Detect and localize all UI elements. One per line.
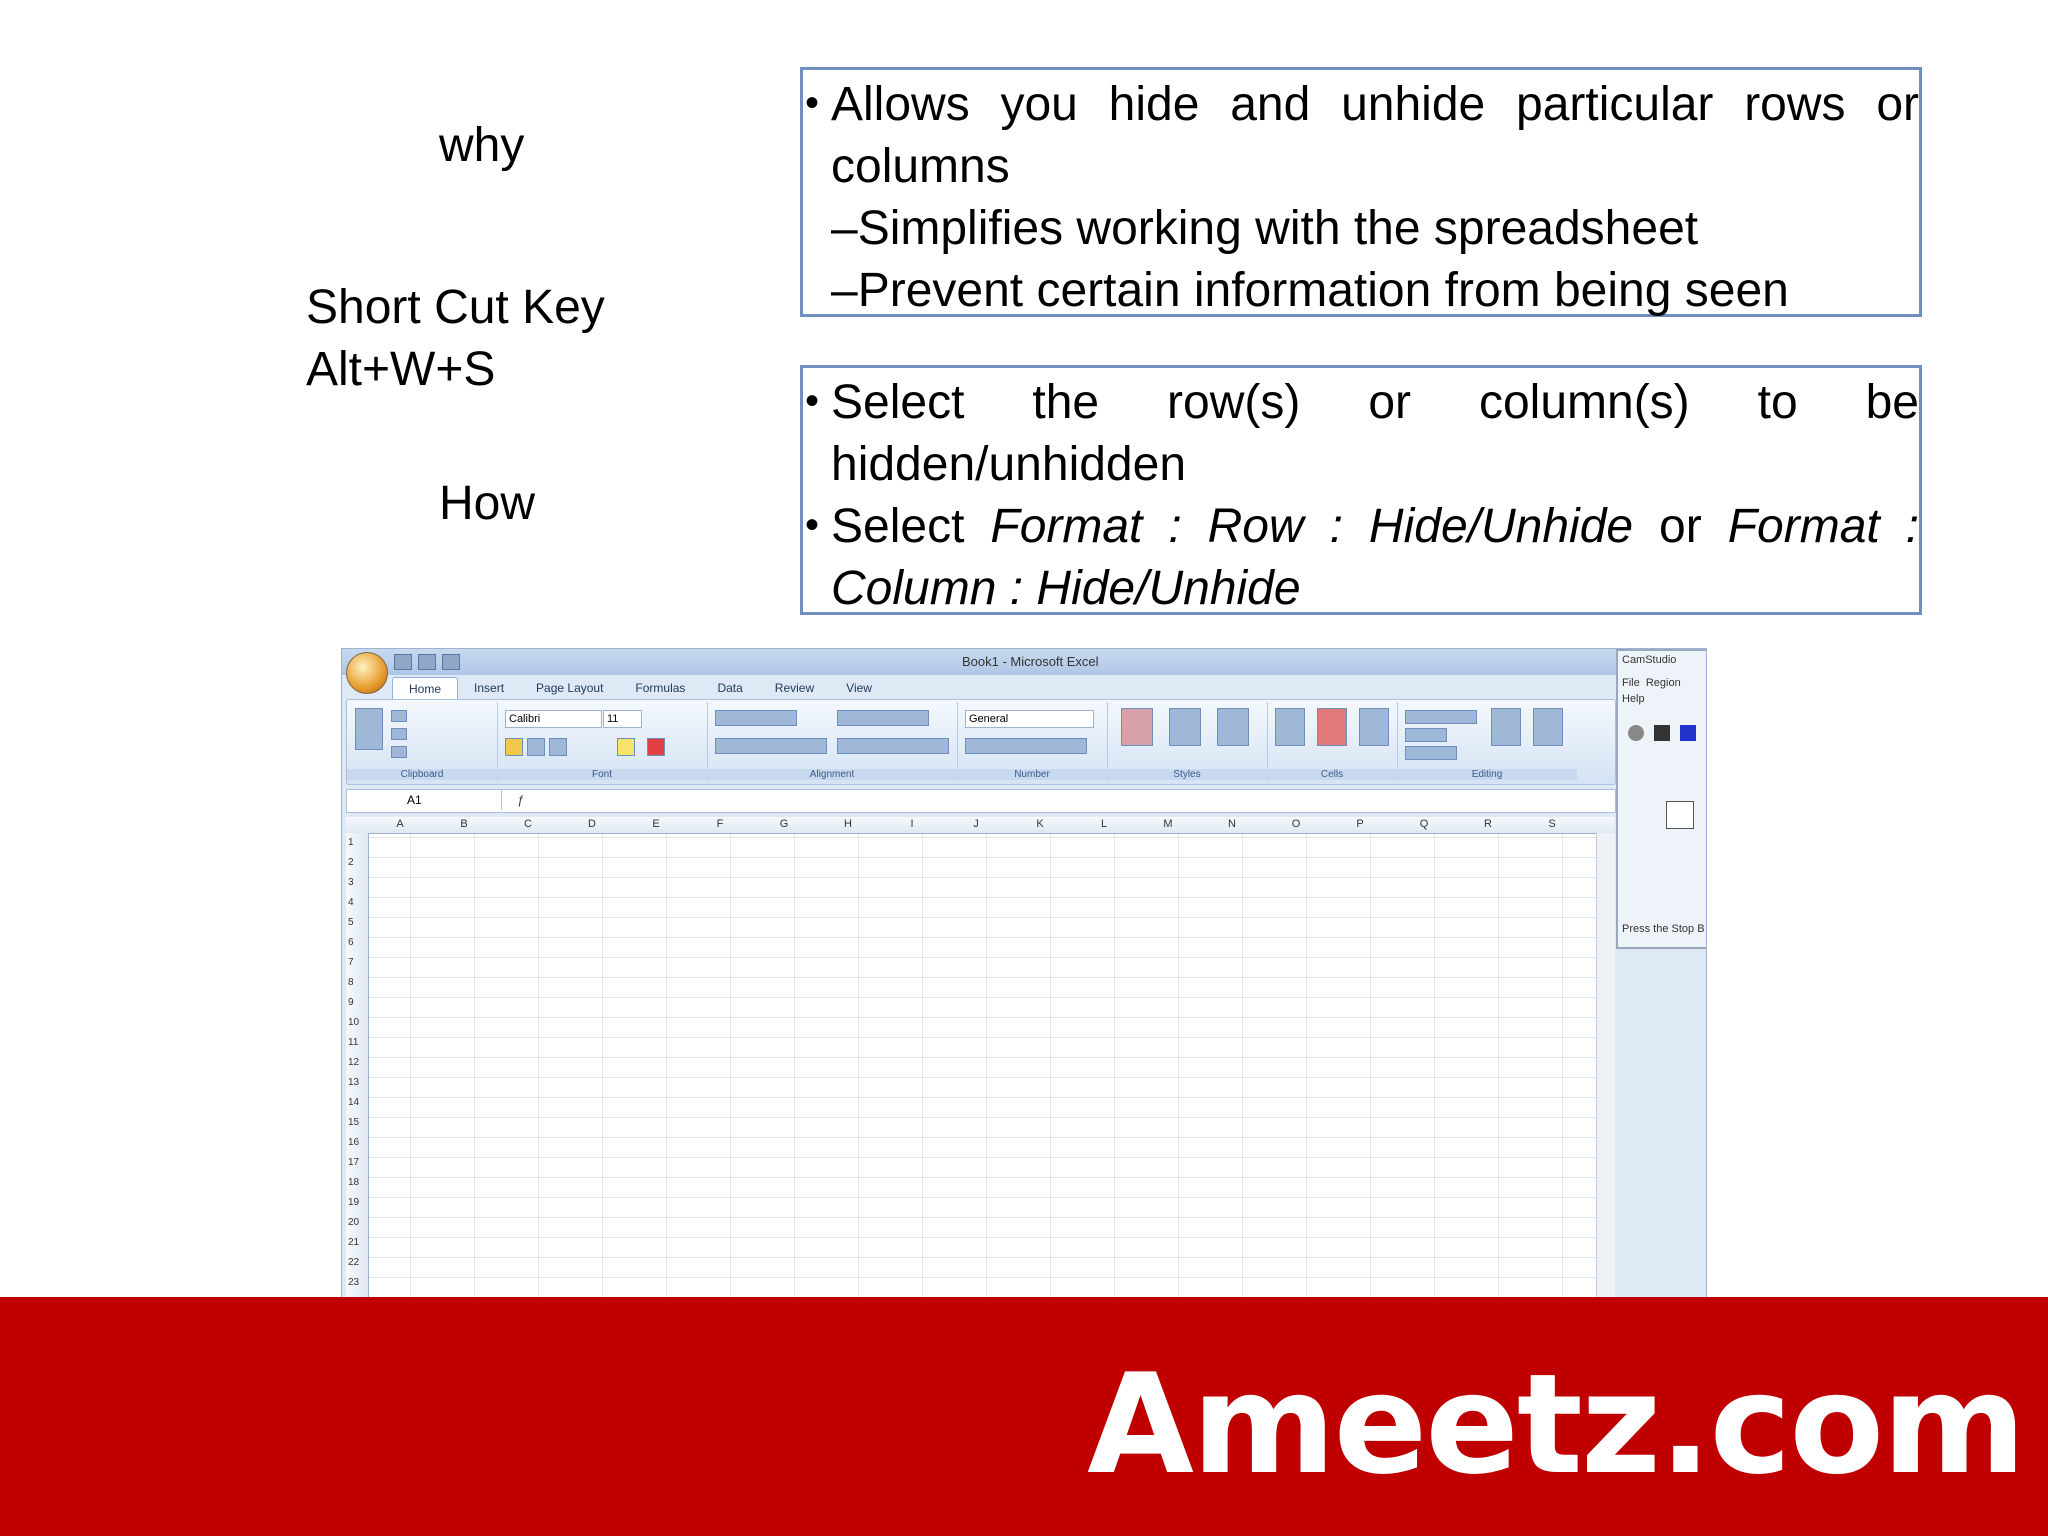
save-icon[interactable]	[394, 654, 412, 670]
column-headers	[346, 817, 1614, 834]
column-header[interactable]: D	[588, 818, 596, 830]
camstudio-menu[interactable]: File Region	[1622, 677, 1681, 689]
how-bullet-1	[803, 372, 1919, 496]
find-select-icon[interactable]	[1533, 708, 1563, 746]
how-bullet-2-path-column-start: Format :	[1727, 500, 1920, 553]
italic-icon[interactable]	[527, 738, 545, 756]
group-alignment	[707, 702, 958, 782]
column-header[interactable]: F	[716, 818, 724, 830]
shortcut-key-value: Alt+W+S	[306, 343, 496, 396]
row-header[interactable]: 7	[348, 957, 354, 968]
column-header[interactable]: E	[652, 818, 660, 830]
excel-window-title: Book1 - Microsoft Excel	[962, 654, 1099, 669]
excel-screenshot	[341, 648, 1707, 1358]
how-label: How	[439, 477, 536, 530]
paste-icon[interactable]	[355, 708, 383, 750]
group-label: Editing	[1397, 769, 1577, 780]
column-header[interactable]: S	[1548, 818, 1556, 830]
font-name-select[interactable]: Calibri	[505, 710, 602, 728]
why-bullet-1-line-2: columns	[831, 140, 1010, 193]
why-box	[800, 67, 1922, 317]
how-bullet-2-line-1	[831, 496, 1919, 558]
office-button-icon[interactable]	[346, 652, 388, 694]
tab-home[interactable]: Home	[392, 677, 458, 700]
row-header[interactable]: 19	[348, 1197, 360, 1208]
row-header[interactable]: 14	[348, 1097, 360, 1108]
format-painter-icon[interactable]	[391, 746, 407, 758]
record-icon[interactable]	[1628, 725, 1644, 741]
wrap-text-button[interactable]	[837, 710, 929, 726]
how-bullet-2-or: or	[1633, 500, 1728, 553]
how-bullet-2-line-2	[831, 558, 1919, 620]
group-font	[497, 702, 708, 782]
row-header[interactable]: 21	[348, 1237, 360, 1248]
how-bullet-2	[803, 496, 1919, 620]
ribbon	[346, 699, 1616, 785]
row-header[interactable]: 8	[348, 977, 354, 988]
column-header[interactable]: A	[396, 818, 404, 830]
clear-button[interactable]	[1405, 746, 1457, 760]
format-as-table-icon[interactable]	[1169, 708, 1201, 746]
group-editing	[1397, 702, 1577, 782]
vertical-align-icons[interactable]	[715, 710, 797, 726]
sort-filter-icon[interactable]	[1491, 708, 1521, 746]
row-header[interactable]: 11	[348, 1037, 359, 1048]
row-header[interactable]: 10	[348, 1017, 360, 1028]
row-header[interactable]: 15	[348, 1117, 360, 1128]
row-header[interactable]: 9	[348, 997, 354, 1008]
group-number	[957, 702, 1108, 782]
how-box	[800, 365, 1922, 615]
column-header[interactable]: P	[1356, 818, 1364, 830]
tab-data[interactable]: Data	[717, 681, 743, 695]
group-label: Number	[957, 769, 1107, 780]
fill-color-icon[interactable]	[617, 738, 635, 756]
tab-view[interactable]: View	[846, 681, 872, 695]
row-header[interactable]: 22	[348, 1257, 360, 1268]
camstudio-window	[1616, 649, 1707, 949]
row-header[interactable]: 20	[348, 1217, 360, 1228]
stop-icon[interactable]	[1654, 725, 1670, 741]
how-bullet-1-line-1: Select the row(s) or column(s) to be	[831, 376, 1919, 429]
number-format-icons[interactable]	[965, 738, 1087, 754]
how-bullet-2-prefix: Select	[831, 500, 991, 553]
group-label: Alignment	[707, 769, 957, 780]
row-header[interactable]: 4	[348, 897, 354, 908]
why-sub-1: –Simplifies working with the spreadsheet	[831, 202, 1699, 255]
camstudio-status: Press the Stop B	[1622, 923, 1705, 935]
undo-icon[interactable]	[418, 654, 436, 670]
number-format-select[interactable]: General	[965, 710, 1094, 728]
shortcut-key-label: Short Cut Key	[306, 281, 605, 334]
insert-cells-icon[interactable]	[1275, 708, 1305, 746]
why-bullet-1	[803, 74, 1919, 198]
row-header[interactable]: 6	[348, 937, 354, 948]
column-header[interactable]: J	[973, 818, 979, 830]
group-label: Clipboard	[347, 769, 497, 780]
vertical-scrollbar[interactable]	[1596, 833, 1615, 1335]
tab-formulas[interactable]: Formulas	[635, 681, 686, 695]
formula-bar	[346, 789, 1616, 813]
how-bullet-1-line-2: hidden/unhidden	[831, 438, 1187, 491]
column-header[interactable]: K	[1036, 818, 1044, 830]
row-header[interactable]: 16	[348, 1137, 360, 1148]
fill-button[interactable]	[1405, 728, 1447, 742]
group-styles	[1107, 702, 1268, 782]
tab-page-layout[interactable]: Page Layout	[536, 681, 604, 695]
row-header[interactable]: 13	[348, 1077, 360, 1088]
column-header[interactable]: I	[910, 818, 914, 830]
row-header[interactable]: 1	[348, 837, 354, 848]
tab-review[interactable]: Review	[774, 681, 815, 695]
group-label: Font	[497, 769, 707, 780]
column-header[interactable]: O	[1291, 818, 1301, 830]
copy-icon[interactable]	[391, 728, 407, 740]
brand-logo-text: Ameetz.com	[1087, 1344, 2024, 1505]
delete-cells-icon[interactable]	[1317, 708, 1347, 746]
function-icon[interactable]: ƒ	[517, 793, 524, 807]
horizontal-align-icons[interactable]	[715, 738, 827, 754]
autosum-button[interactable]	[1405, 710, 1477, 724]
column-header[interactable]: R	[1484, 818, 1492, 830]
merge-center-button[interactable]	[837, 738, 949, 754]
why-label: why	[439, 119, 525, 172]
row-header[interactable]: 2	[348, 857, 354, 868]
group-clipboard	[347, 702, 498, 782]
column-header[interactable]: M	[1163, 818, 1173, 830]
how-bullet-2-path-row: Format : Row : Hide/Unhide	[990, 500, 1634, 553]
font-size-select[interactable]: 11	[603, 710, 642, 728]
font-color-icon[interactable]	[647, 738, 665, 756]
quick-access-toolbar	[394, 654, 460, 670]
bullet-icon: •	[805, 81, 820, 125]
row-header[interactable]: 17	[348, 1157, 360, 1168]
tab-insert[interactable]: Insert	[474, 681, 505, 695]
pause-icon[interactable]	[1680, 725, 1696, 741]
cell-styles-icon[interactable]	[1217, 708, 1249, 746]
redo-icon[interactable]	[442, 654, 460, 670]
bullet-icon: •	[805, 379, 820, 423]
camstudio-menu-help[interactable]: Help	[1622, 693, 1645, 705]
excel-title-bar	[342, 649, 1706, 675]
row-header[interactable]: 18	[348, 1177, 360, 1188]
cut-icon[interactable]	[391, 710, 407, 722]
row-header[interactable]: 23	[348, 1277, 360, 1288]
conditional-formatting-icon[interactable]	[1121, 708, 1153, 746]
row-header[interactable]: 5	[348, 917, 354, 928]
ribbon-tabs	[392, 677, 888, 700]
row-header[interactable]: 12	[348, 1057, 360, 1068]
camstudio-title: CamStudio	[1622, 654, 1677, 666]
group-label: Cells	[1267, 769, 1397, 780]
column-header[interactable]: B	[460, 818, 468, 830]
how-bullet-2-path-column-end: Column : Hide/Unhide	[831, 562, 1301, 615]
column-header[interactable]: Q	[1419, 818, 1429, 830]
column-header[interactable]: C	[524, 818, 532, 830]
why-bullet-1-line-1: Allows you hide and unhide particular rows or	[831, 78, 1919, 131]
group-cells	[1267, 702, 1398, 782]
bold-icon[interactable]	[505, 738, 523, 756]
group-label: Styles	[1107, 769, 1267, 780]
name-box[interactable]: A1	[347, 790, 502, 810]
format-cells-icon[interactable]	[1359, 708, 1389, 746]
row-header[interactable]: 3	[348, 877, 354, 888]
underline-icon[interactable]	[549, 738, 567, 756]
bullet-icon: •	[805, 503, 820, 547]
why-sub-2: –Prevent certain information from being seen	[831, 264, 1789, 317]
column-header[interactable]: N	[1228, 818, 1236, 830]
column-header[interactable]: H	[844, 818, 852, 830]
row-headers	[346, 833, 369, 1335]
column-header[interactable]: L	[1100, 818, 1108, 830]
column-header[interactable]: G	[779, 818, 789, 830]
worksheet-grid[interactable]	[346, 817, 1614, 1335]
camstudio-preview-icon	[1666, 801, 1694, 829]
